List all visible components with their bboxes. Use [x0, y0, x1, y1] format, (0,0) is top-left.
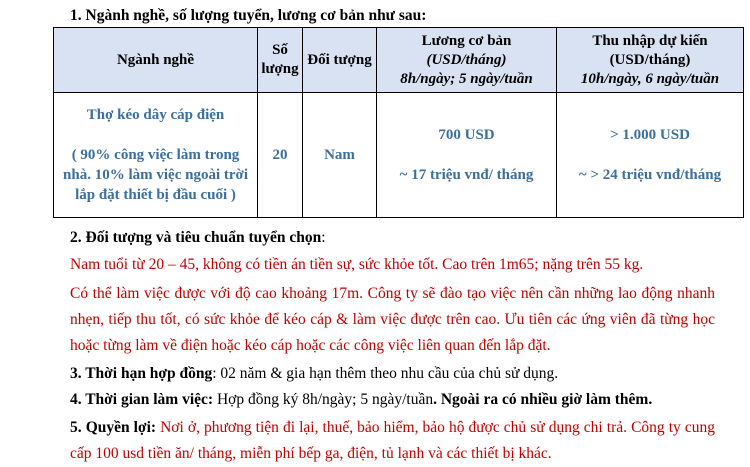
- header-target: Đối tượng: [303, 28, 377, 93]
- section-2-line-1: Nam tuổi từ 20 – 45, không có tiền án tiền sự, sức khỏe tốt. Cao trên 1m65; nặng trên 55 kg.: [70, 256, 644, 273]
- header-expected-income: Thu nhập dự kiến (USD/tháng) 10h/ngày, 6 ngày/tuần: [557, 28, 744, 93]
- section-5: 5. Quyền lợi: Nơi ở, phương tiện đi lại, thuế, bảo hiểm, bảo hộ được chủ sử dụng chi trả. Công ty cung cấp 100 usd tiền ăn/ tháng, miễn phí bếp ga, điện, tủ lạnh và các thiết bị khác.: [70, 419, 715, 462]
- cell-target: Nam: [303, 93, 377, 218]
- header-quantity: Số lượng: [258, 28, 303, 93]
- section-4: 4. Thời gian làm việc: Hợp đồng ký 8h/ngày; 5 ngày/tuần. Ngoài ra có nhiều giờ làm thêm.: [70, 391, 653, 408]
- section-3: 3. Thời hạn hợp đồng: 02 năm & gia hạn thêm theo nhu cầu của chủ sử dụng.: [70, 365, 559, 382]
- section-1-heading: 1. Ngành nghề, số lượng tuyển, lương cơ bản như sau:: [70, 7, 427, 24]
- table-header-row: [54, 28, 744, 93]
- table-row: [54, 93, 744, 218]
- section-2-heading: 2. Đối tượng và tiêu chuẩn tuyển chọn:: [70, 229, 326, 246]
- jobs-table: [53, 27, 744, 218]
- cell-expected-income: > 1.000 USD ~ > 24 triệu vnđ/tháng: [557, 93, 744, 218]
- cell-base-salary: 700 USD ~ 17 triệu vnđ/ tháng: [377, 93, 557, 218]
- header-job: Ngành nghề: [54, 28, 258, 93]
- cell-quantity: 20: [258, 93, 303, 218]
- cell-job: Thợ kéo dây cáp điện ( 90% công việc làm trong nhà. 10% làm việc ngoài trời lắp đặt thiết bị đầu cuối ): [54, 93, 258, 218]
- section-2-paragraph: Có thể làm việc được với độ cao khoảng 17m. Công ty sẽ đào tạo việc nên cần những lao động nhanh nhẹn, tiếp thu tốt, có sức khỏe để kéo cáp & làm việc được trên cao. Ưu tiên các ứng viên đã từng học hoặc từng làm về điện hoặc kéo cáp hoặc các công việc liên quan đến lắp đặt.: [70, 285, 715, 354]
- header-base-salary: Lương cơ bản (USD/tháng) 8h/ngày; 5 ngày/tuần: [377, 28, 557, 93]
